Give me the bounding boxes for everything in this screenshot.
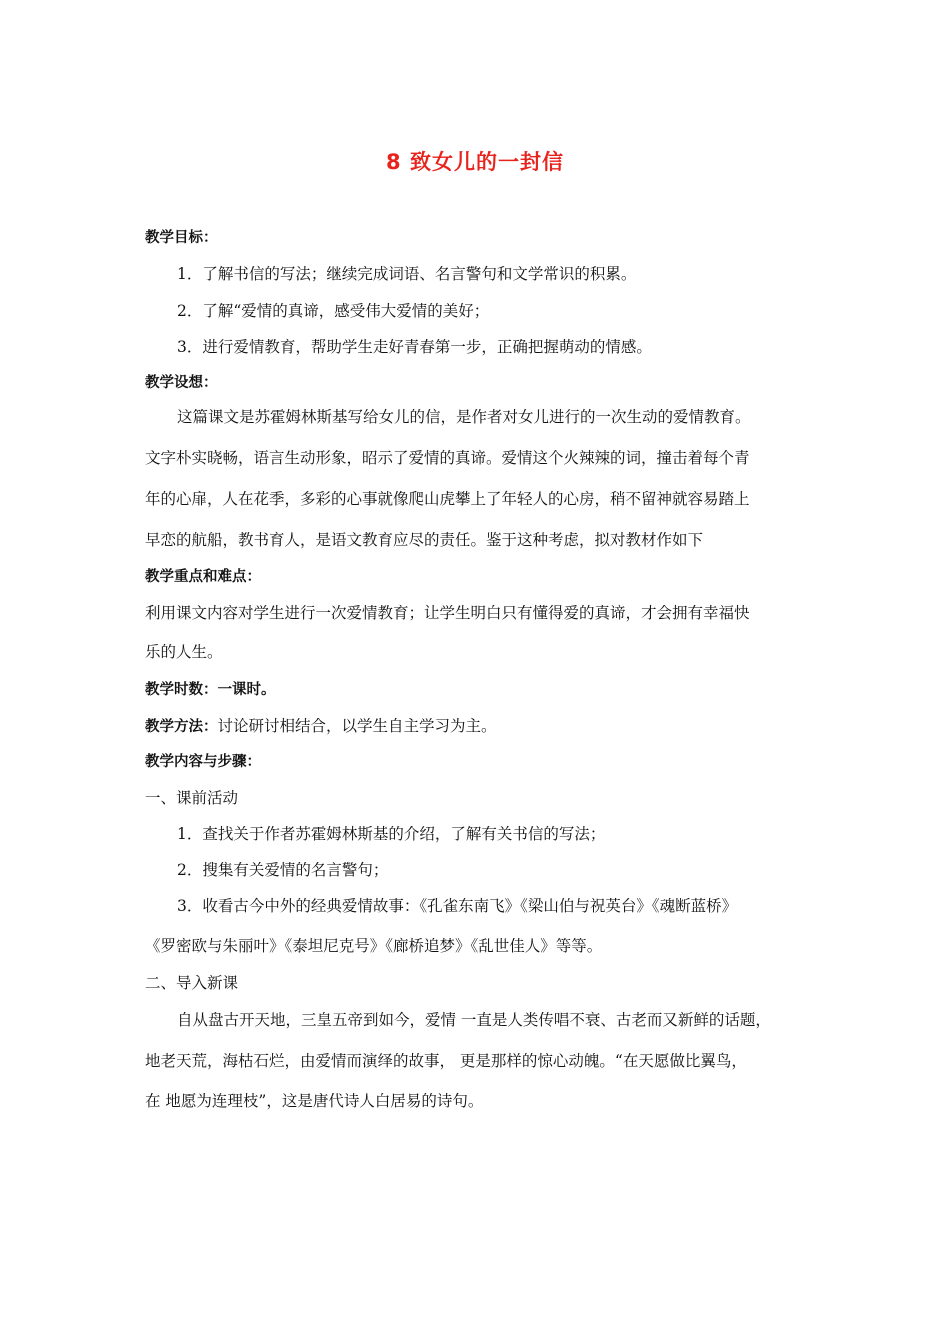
concept-line: 这篇课文是苏霍姆林斯基写给女儿的信，是作者对女儿进行的一次生动的爱情教育。 [177,408,751,426]
key-points-heading: 教学重点和难点： [145,569,261,585]
key-points-line: 利用课文内容对学生进行一次爱情教育；让学生明白只有懂得爱的真谛，才会拥有幸福快 [145,604,750,622]
teaching-hours: 教学时数：一课时。 [145,682,276,698]
part1-continuation: 《罗密欧与朱丽叶》《泰坦尼克号》《廊桥追梦》《乱世佳人》等等。 [145,937,603,955]
document-title: 8 致女儿的一封信 [386,150,564,174]
concept-line: 文字朴实晓畅，语言生动形象，昭示了爱情的真谛。爱情这个火辣辣的词，撞击着每个青 [145,449,750,467]
steps-heading: 教学内容与步骤： [145,754,261,770]
part1-item: 3．收看古今中外的经典爱情故事：《孔雀东南飞》《梁山伯与祝英台》《魂断蓝桥》 [177,897,738,915]
goal-item: 2．了解“爱情的真谛，感受伟大爱情的美好； [177,302,490,320]
part2-line: 在 地愿为连理枝”，这是唐代诗人白居易的诗句。 [145,1092,484,1110]
part1-item: 2．搜集有关爱情的名言警句； [177,861,389,879]
concept-heading: 教学设想： [145,375,218,391]
part2-heading: 二、导入新课 [145,974,239,992]
teaching-method [145,716,497,737]
part2-line: 地老天荒，海枯石烂，由爱情而演绎的故事， 更是那样的惊心动魄。“在天愿做比翼鸟， [145,1052,747,1070]
part1-item: 1．查找关于作者苏霍姆林斯基的介绍，了解有关书信的写法； [177,825,606,843]
part2-line: 自从盘古开天地，三皇五帝到如今，爱情 一直是人类传唱不衰、古老而又新鲜的话题， [177,1011,771,1029]
concept-line: 年的心扉，人在花季，多彩的心事就像爬山虎攀上了年轻人的心房，稍不留神就容易踏上 [145,490,750,508]
method-label: 教学方法： [145,719,218,735]
part1-heading: 一、课前活动 [145,789,239,807]
method-text: 讨论研讨相结合，以学生自主学习为主。 [217,717,497,735]
concept-line: 早恋的航船，教书育人，是语文教育应尽的责任。鉴于这种考虑，拟对教材作如下 [145,531,704,549]
goals-heading: 教学目标： [145,230,218,246]
goal-item: 1．了解书信的写法；继续完成词语、名言警句和文学常识的积累。 [177,265,637,283]
key-points-line: 乐的人生。 [145,643,223,661]
goal-item: 3．进行爱情教育，帮助学生走好青春第一步，正确把握萌动的情感。 [177,338,652,356]
